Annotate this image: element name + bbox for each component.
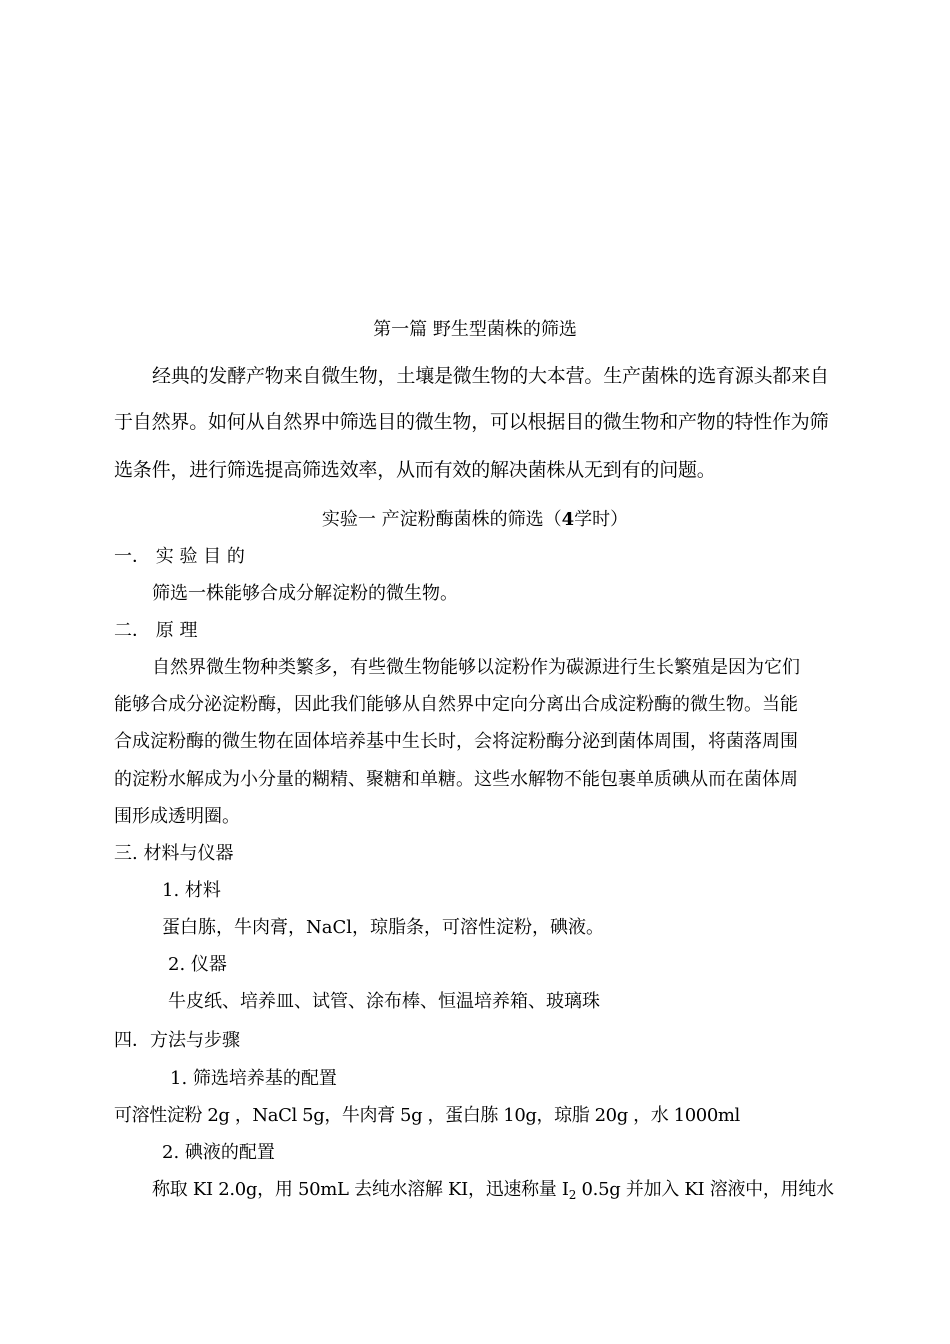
materials-heading: 1. 材料: [162, 880, 221, 901]
section-4-heading: 四．方法与步骤: [114, 1030, 240, 1051]
step-2-body-a: 称取 KI 2.0g，用 50mL 去纯水溶解 KI，迅速称量 I: [152, 1179, 569, 1200]
section-2-line-2: 能够合成分泌淀粉酶，因此我们能够从自然界中定向分离出合成淀粉酶的微生物。当能: [114, 694, 798, 715]
experiment-hours: 4: [561, 509, 575, 530]
intro-line-1: 经典的发酵产物来自微生物，土壤是微生物的大本营。生产菌株的选育源头都来自: [152, 365, 829, 387]
section-2-line-4: 的淀粉水解成为小分量的糊精、聚糖和单糖。这些水解物不能包裹单质碘从而在菌体周: [114, 769, 798, 790]
step-2-body: [152, 1178, 834, 1202]
intro-line-3: 选条件，进行筛选提高筛选效率，从而有效的解决菌株从无到有的问题。: [114, 459, 716, 481]
section-1-heading: 一． 实 验 目 的: [114, 546, 245, 567]
part-title: 第一篇 野生型菌株的筛选: [373, 319, 577, 340]
materials-list: 蛋白胨，牛肉膏，NaCl，琼脂条，可溶性淀粉，碘液。: [162, 917, 605, 938]
section-2-line-1: 自然界微生物种类繁多，有些微生物能够以淀粉作为碳源进行生长繁殖是因为它们: [152, 657, 800, 678]
section-3-heading: 三. 材料与仪器: [114, 843, 234, 864]
step-1-body: 可溶性淀粉 2g ，NaCl 5g，牛肉膏 5g ，蛋白胨 10g，琼脂 20g ，水 1000ml: [114, 1105, 740, 1126]
instruments-list: 牛皮纸、培养皿、试管、涂布棒、恒温培养箱、玻璃珠: [168, 991, 600, 1012]
experiment-title: [0, 508, 950, 532]
step-1-heading: 1. 筛选培养基的配置: [170, 1068, 337, 1089]
step-2-body-b: 0.5g 并加入 KI 溶液中，用纯水: [576, 1179, 834, 1200]
instruments-heading: 2. 仪器: [168, 954, 227, 975]
experiment-title-prefix: 实验一 产淀粉酶菌株的筛选（: [321, 509, 562, 530]
section-1-body: 筛选一株能够合成分解淀粉的微生物。: [152, 583, 458, 604]
section-2-line-5: 围形成透明圈。: [114, 806, 240, 827]
section-2-heading: 二． 原 理: [114, 620, 198, 641]
intro-line-2: 于自然界。如何从自然界中筛选目的微生物，可以根据目的微生物和产物的特性作为筛: [114, 411, 829, 433]
section-2-line-3: 合成淀粉酶的微生物在固体培养基中生长时，会将淀粉酶分泌到菌体周围，将菌落周围: [114, 731, 798, 752]
experiment-title-suffix: 学时）: [574, 509, 629, 530]
step-2-heading: 2. 碘液的配置: [162, 1142, 275, 1163]
iodine-subscript: 2: [568, 1188, 577, 1202]
